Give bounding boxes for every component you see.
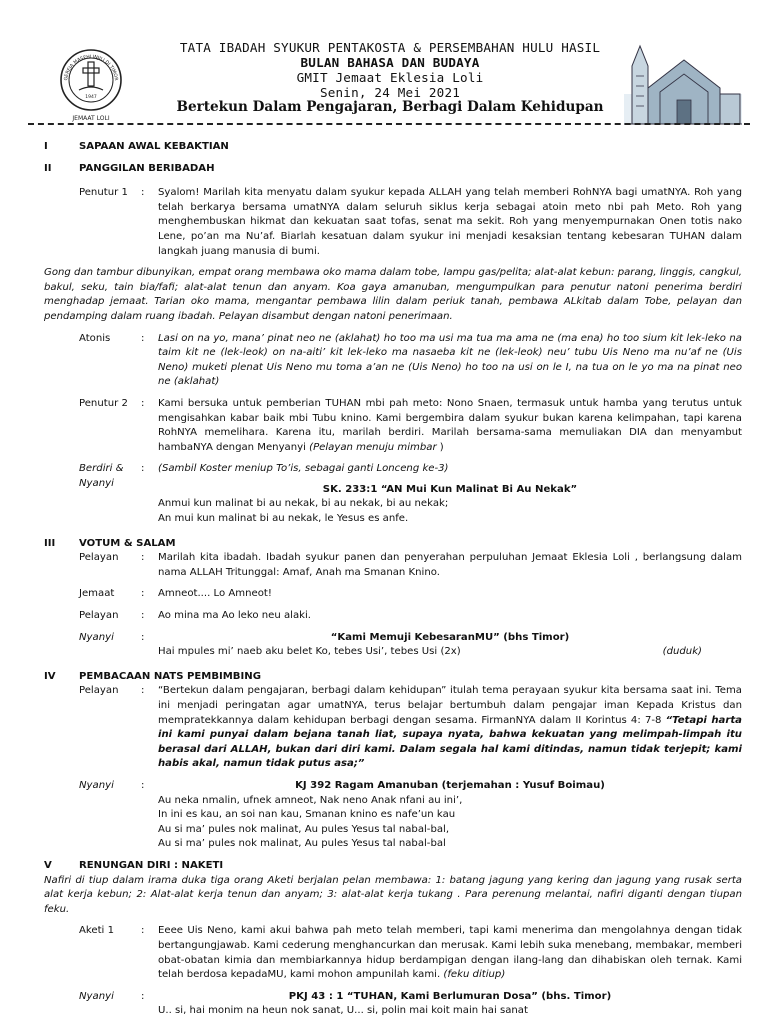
section-heading: I SAPAAN AWAL KEBAKTIAN (44, 141, 229, 152)
svg-text:1947: 1947 (85, 95, 97, 100)
liturgy-row: Pelayan : Ao mina ma Ao leko neu alaki. (0, 609, 742, 624)
speaker-label: Berdiri & Nyanyi (79, 463, 124, 489)
speaker-label: Pelayan (79, 552, 119, 564)
header-line-congregation: GMIT Jemaat Eklesia Loli (296, 70, 484, 85)
song-line: Au neka nmalin, ufnek amneot, Nak neno Anak nfani au ini’, (158, 794, 463, 806)
liturgy-row: Atonis : Lasi on na yo, mana’ pinat neo ne (aklahat) ho too ma usi ma tua ma ama ne (ma ena) ho too sium kit lek-leko na taim kit ne (lek-leok) on na-aiti’ kit lek-leko ma nasaeba kit ne (lek-leok) neu’ tubu Uis Neno ma nu’af ne (Uis Neno) muketi plenat Uis Neno mu toma a’an ne (Uis Neno) ho too na usi on le I, na tua on le yo ma na pinat neo ne (aklahat) (0, 332, 742, 390)
speaker-label: Nyanyi (79, 779, 114, 791)
song-line: In ini es kau, an soi nan kau, Smanan knino es nafe’un kau (158, 809, 456, 821)
liturgy-row: Nyanyi : PKJ 43 : 1 “TUHAN, Kami Berlumuran Dosa” (bhs. Timor) U.. si, hai monim na heun nok sanat, U... si, polin mai koit main hai sanat (0, 990, 742, 1019)
svg-text:JEMAAT LOLI: JEMAAT LOLI (72, 115, 110, 122)
liturgy-row: Pelayan : “Bertekun dalam pengajaran, berbagi dalam kehidupan” itulah tema perayaan syukur kita bersama saat ini. Tema ini menjadi peringatan agar umatNYA, terus belajar bertumbuh dalam pengajar iman Kepada Kristus dan mempratekkannya dalam kehidupan berbagi dengan sesama. FirmanNYA dalam II Korintus 4: 7-8 “Tetapi harta ini kami punyai dalam bejana tanah liat, supaya nyata, bahwa kekuatan yang melimpah-limpah itu berasal dari ALLAH, bukan dari diri kami. Dalam segala hal kami ditindas, namun tidak terjepit; kami habis akal, namun tidak putus asa;” (0, 684, 742, 772)
section-heading: IV PEMBACAAN NATS PEMBIMBING (44, 670, 261, 682)
header-theme: Bertekun Dalam Pengajaran, Berbagi Dalam Kehidupan (176, 99, 604, 115)
rubric-text: Gong dan tambur dibunyikan, empat orang membawa oko mama dalam tobe, lampu gas/pelita; alat-alat kebun: parang, linggis, cangkul, bakul, seku, tain bia/fafi; alat-alat tenun dan anyam. Koa gaya amanuban, mengumpulkan para penutur natoni penerima berdiri menghadap jemaat. Tarian oko mama, mengantar pembawa lilin dalam periuk tanah, pembawa ALkitab dalam Tobe, pelayan dan pendamping dalam ruang ibadah. Pelayan disambut dengan natoni penerimaan. (44, 267, 742, 322)
speaker-label: Aketi 1 (79, 925, 114, 937)
rubric-note: (Sambil Koster meniup To’is, sebagai ganti Lonceng ke-3) (158, 463, 449, 475)
church-seal-logo (57, 40, 125, 126)
song-line: Hai mpules mi’ naeb aku belet Ko, tebes Usi’, tebes Usi (2x) (duduk) (158, 645, 742, 660)
header-divider (28, 123, 750, 125)
song-line: U.. si, hai monim na heun nok sanat, U... si, polin mai koit main hai sanat (158, 1005, 528, 1017)
speaker-label: Penutur 2 (79, 397, 128, 409)
song-line: Anmui kun malinat bi au nekak, bi au nekak, bi au nekak; (158, 498, 449, 510)
liturgy-row: Nyanyi : KJ 392 Ragam Amanuban (terjemahan : Yusuf Boimau) Au neka nmalin, ufnek amneot, Nak neno Anak nfani au ini’, In ini es kau, an soi nan kau, Smanan knino es nafe’un kau Au si ma’ pules nok malinat, Au pules Yesus tal nabal-bal, Au si ma’ pules nok malinat, Au pules Yesus tal nabal-bal (0, 779, 742, 852)
speaker-label: Nyanyi (79, 990, 114, 1002)
liturgy-row: Aketi 1 : Eeee Uis Neno, kami akui bahwa pah meto telah memberi, tapi kami menerima dan mengolahnya dengan tidak bertangungjawab. Kami cederung menghancurkan dan merusak. Kami lebih suka menebang, membakar, memberi obat-obatan kimia dan membiarkannya hidup berdampigan dengan ilang-lang dan dihabiskan oleh ternak. Kami telah berdosa kepadaMU, kami mohon ampunilah kami. (feku ditiup) (0, 924, 742, 982)
speaker-label: Pelayan (79, 685, 119, 697)
song-line: An mui kun malinat bi au nekak, le Yesus es anfe. (158, 513, 409, 525)
speaker-label: Penutur 1 (79, 187, 128, 199)
liturgy-text: Marilah kita ibadah. Ibadah syukur panen dan penyerahan perpuluhan Jemaat Eklesia Loli , berlangsung dalam nama ALLAH Tritunggal: Amaf, Anah ma Smanan Knino. (158, 552, 742, 578)
song-line: Au si ma’ pules nok malinat, Au pules Yesus tal nabal-bal, (158, 823, 450, 835)
liturgy-row: Penutur 2 : Kami bersuka untuk pemberian TUHAN mbi pah meto: Nono Snaen, termasuk untuk hamba yang terutus untuk mengisahkan kabar baik mbi Tubu knino. Kami bergembira dalam syukur bukan karena kelimpahan, tapi karena RohNYA memelihara. Karena itu, marilah berdiri. Marilah bersama-sama memuliakan DIA dan menyambut hambaNYA dengan Menyanyi (Pelayan menuju mimbar ) (0, 397, 742, 455)
song-line: Au si ma’ pules nok malinat, Au pules Yesus tal nabal-bal (158, 838, 446, 850)
liturgy-text: Syalom! Marilah kita menyatu dalam syukur kepada ALLAH yang telah memberi RohNYA bagi umatNYA. Roh yang telah berkarya bersama umatNYA dalam seluruh siklus kerja sebagai atoin meto nbi pah Meto. Roh yang menghembuskan hikmat dan kekuatan saat tofas, senat ma sekit. Roh yang menyempurnakan Onen totis nako Lene, po’an ma Nu’af. Biarlah kesatuan dalam syukur ini menjadi kesaksian tentang kebesaran TUHAN dalam langkah juang manusia di bumi. (158, 187, 742, 257)
song-title: “Kami Memuji KebesaranMU” (bhs Timor) (330, 631, 570, 643)
liturgy-text: Kami bersuka untuk pemberian TUHAN mbi pah meto: Nono Snaen, termasuk untuk hamba yang terutus untuk mengisahkan kabar baik mbi Tubu knino. Kami bergembira dalam syukur bukan karena kelimpahan, tapi karena RohNYA memelihara. Karena itu, marilah berdiri. Marilah bersama-sama memuliakan DIA dan menyambut hambaNYA dengan Menyanyi (Pelayan menuju mimbar ) (158, 397, 742, 453)
song-title: PKJ 43 : 1 “TUHAN, Kami Berlumuran Dosa” (bhs. Timor) (288, 990, 612, 1002)
rubric-text: Nafiri di tiup dalam irama duka tiga orang Aketi berjalan pelan membawa: 1: batang jagung yang kering dan jagung yang rusak serta alat kerja kebun; 2: Alat-alat kerja tenun dan anyam; 3: alat-alat kerja tukang . Para perenung melantai, nafiri diganti dengan tiupan feku. (44, 874, 742, 915)
section-heading: III VOTUM & SALAM (44, 537, 176, 549)
speaker-label: Nyanyi (79, 631, 114, 643)
church-building-icon (622, 36, 744, 126)
liturgy-row: Nyanyi : “Kami Memuji KebesaranMU” (bhs Timor) Hai mpules mi’ naeb aku belet Ko, tebes Usi’, tebes Usi (2x) (duduk) (0, 631, 742, 660)
header-line-subtitle: BULAN BAHASA DAN BUDAYA (300, 55, 480, 70)
liturgy-row: Penutur 1 : Syalom! Marilah kita menyatu dalam syukur kepada ALLAH yang telah memberi RohNYA bagi umatNYA. Roh yang telah berkarya bersama umatNYA dalam seluruh siklus kerja sebagai atoin meto nbi pah Meto. Roh yang menghembuskan hikmat dan kekuatan saat tofas, senat ma sekit. Roh yang menyempurnakan Onen totis nako Lene, po’an ma Nu’af. Biarlah kesatuan dalam syukur ini menjadi kesaksian tentang kebesaran TUHAN dalam langkah juang manusia di bumi. (0, 186, 742, 259)
speaker-label: Atonis (79, 332, 111, 344)
svg-text:GEREJA MASEHI INJILI DI TIMOR: GEREJA MASEHI INJILI DI TIMOR (63, 54, 118, 81)
liturgy-row: Pelayan : Marilah kita ibadah. Ibadah syukur panen dan penyerahan perpuluhan Jemaat Eklesia Loli , berlangsung dalam nama ALLAH Tritunggal: Amaf, Anah ma Smanan Knino. (0, 551, 742, 580)
liturgy-text: Eeee Uis Neno, kami akui bahwa pah meto telah memberi, tapi kami menerima dan mengolahnya dengan tidak bertangungjawab. Kami cederung menghancurkan dan merusak. Kami lebih suka menebang, membakar, memberi obat-obatan kimia dan membiarkannya hidup berdampigan dengan ilang-lang dan dihabiskan oleh ternak. Kami telah berdosa kepadaMU, kami mohon ampunilah kami. (feku ditiup) (158, 925, 742, 981)
header-line-title: TATA IBADAH SYUKUR PENTAKOSTA & PERSEMBAHAN HULU HASIL (179, 40, 601, 55)
header-line-date: Senin, 24 Mei 2021 (319, 85, 461, 100)
worship-order-content (0, 140, 768, 1019)
liturgy-text: Amneot.... Lo Amneot! (158, 588, 272, 600)
song-title: KJ 392 Ragam Amanuban (terjemahan : Yusuf Boimau) (295, 779, 605, 791)
liturgy-text: Lasi on na yo, mana’ pinat neo ne (aklahat) ho too ma usi ma tua ma ama ne (ma ena) ho too sium kit lek-leko na taim kit ne (lek-leok) on na-aiti’ kit lek-leko ma nasaeba kit ne (lek-leok) neu’ tubu Uis Neno ma nu’af ne (Uis Neno) muketi plenat Uis Neno mu toma a’an ne (Uis Neno) ho too na usi on le I, na tua on le yo ma na pinat neo ne (aklahat) (158, 332, 742, 388)
song-title: SK. 233:1 “AN Mui Kun Malinat Bi Au Nekak” (322, 483, 578, 495)
section-heading: V RENUNGAN DIRI : NAKETI (44, 859, 224, 871)
liturgy-row: Berdiri & Nyanyi : (Sambil Koster meniup To’is, sebagai ganti Lonceng ke-3) SK. 233:1 “AN Mui Kun Malinat Bi Au Nekak” Anmui kun malinat bi au nekak, bi au nekak, bi au nekak; An mui kun malinat bi au nekak, le Yesus es anfe. (0, 462, 742, 526)
speaker-label: Pelayan (79, 610, 119, 622)
rubric-duduk: (duduk) (662, 646, 702, 658)
section-heading: II PANGGILAN BERIBADAH (44, 162, 215, 174)
liturgy-text: “Bertekun dalam pengajaran, berbagi dalam kehidupan” itulah tema perayaan syukur kita bersama saat ini. Tema ini menjadi peringatan agar umatNYA, terus belajar bertumbuh dalam pengajar iman Kepada Kristus dan mempratekkannya dalam kehidupan berbagi dengan sesama. FirmanNYA dalam II Korintus 4: 7-8 “Tetapi harta ini kami punyai dalam bejana tanah liat, supaya nyata, bahwa kekuatan yang melimpah-limpah itu berasal dari ALLAH, bukan dari diri kami. Dalam segala hal kami ditindas, namun tidak terjepit; kami habis akal, namun tidak putus asa;” (158, 685, 742, 770)
liturgy-text: Ao mina ma Ao leko neu alaki. (158, 610, 312, 622)
speaker-label: Jemaat (79, 588, 115, 600)
liturgy-row: Jemaat : Amneot.... Lo Amneot! (0, 587, 742, 602)
